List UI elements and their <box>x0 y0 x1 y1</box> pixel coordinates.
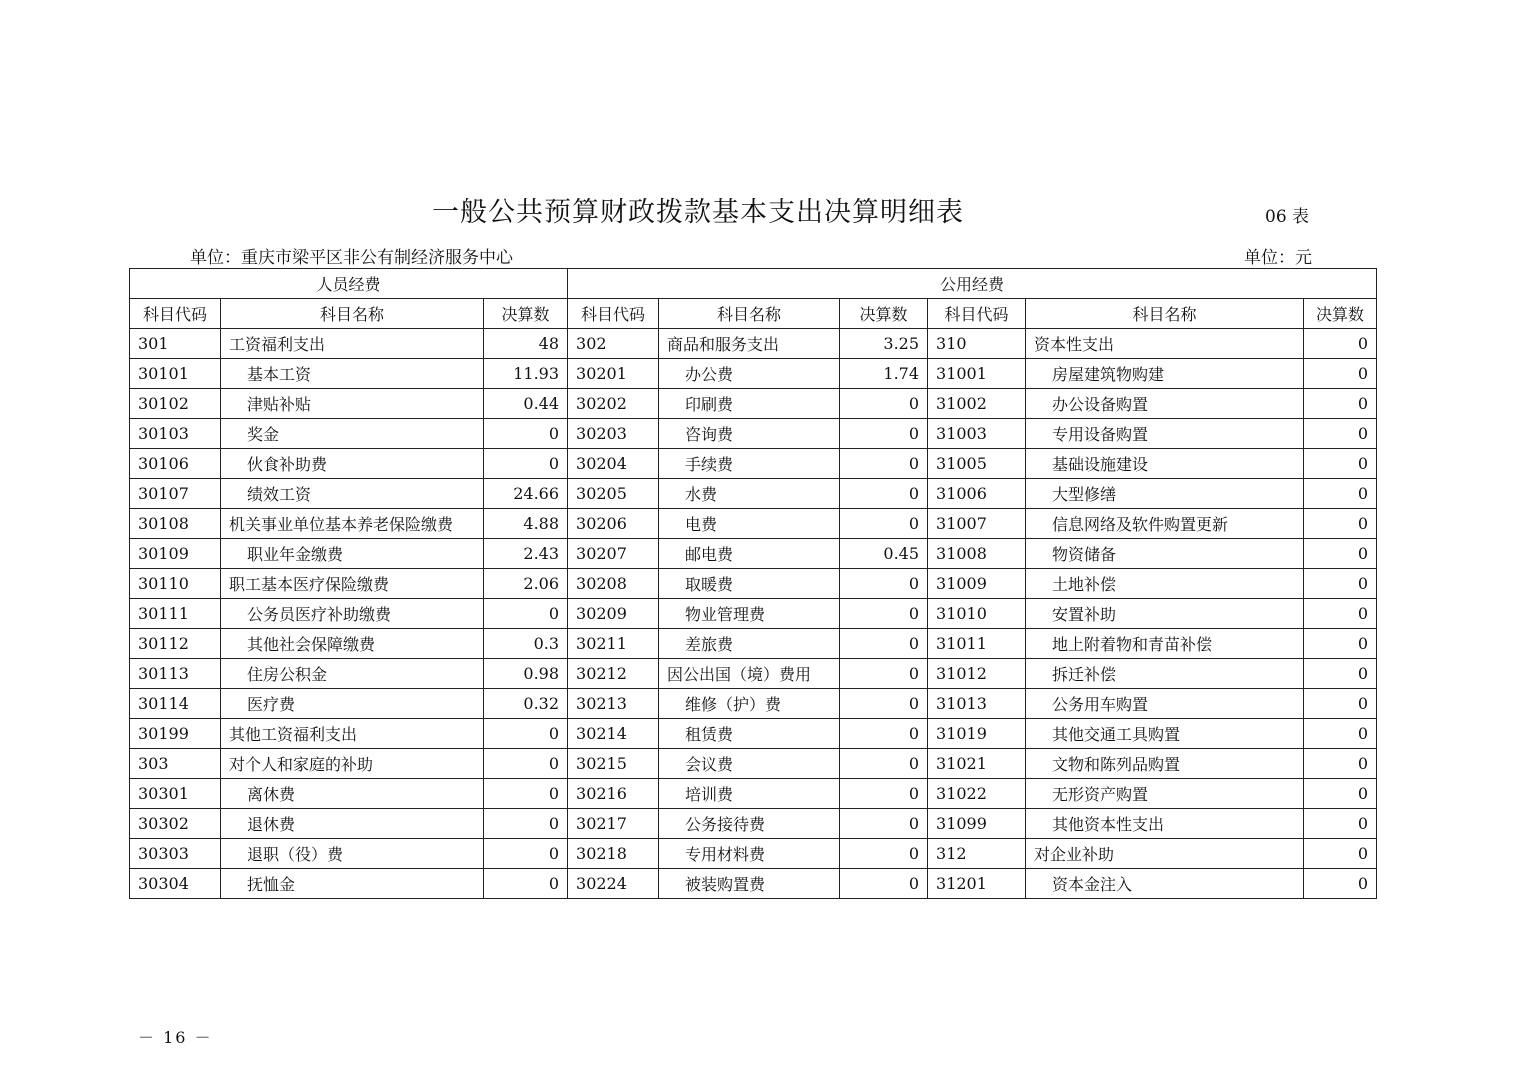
table-row <box>130 389 1377 419</box>
item-amount: 0 <box>484 839 568 869</box>
item-name: 培训费 <box>659 779 840 809</box>
item-name: 被装购置费 <box>659 869 840 899</box>
item-code: 31022 <box>928 779 1026 809</box>
item-code: 312 <box>928 839 1026 869</box>
item-amount: 0 <box>840 749 928 779</box>
item-amount: 11.93 <box>484 359 568 389</box>
item-name: 公务用车购置 <box>1026 689 1304 719</box>
item-code: 30202 <box>568 389 659 419</box>
item-code: 31008 <box>928 539 1026 569</box>
item-code: 31013 <box>928 689 1026 719</box>
item-name: 咨询费 <box>659 419 840 449</box>
item-name: 基础设施建设 <box>1026 449 1304 479</box>
item-amount: 0.45 <box>840 539 928 569</box>
item-code: 30111 <box>130 599 221 629</box>
item-code: 31001 <box>928 359 1026 389</box>
item-code: 30209 <box>568 599 659 629</box>
item-name: 绩效工资 <box>221 479 484 509</box>
item-name: 房屋建筑物购建 <box>1026 359 1304 389</box>
item-name: 专用材料费 <box>659 839 840 869</box>
item-amount: 1.74 <box>840 359 928 389</box>
item-amount: 0 <box>1304 419 1377 449</box>
item-amount: 0 <box>840 659 928 689</box>
item-amount: 0 <box>1304 749 1377 779</box>
item-name: 资本性支出 <box>1026 329 1304 359</box>
header-amount: 决算数 <box>484 299 568 329</box>
item-code: 30109 <box>130 539 221 569</box>
table-row <box>130 839 1377 869</box>
item-code: 30107 <box>130 479 221 509</box>
item-code: 31002 <box>928 389 1026 419</box>
item-name: 机关事业单位基本养老保险缴费 <box>221 509 484 539</box>
item-amount: 0 <box>484 779 568 809</box>
item-amount: 0 <box>484 419 568 449</box>
item-name: 对个人和家庭的补助 <box>221 749 484 779</box>
item-code: 30114 <box>130 689 221 719</box>
item-name: 无形资产购置 <box>1026 779 1304 809</box>
item-code: 30201 <box>568 359 659 389</box>
item-name: 会议费 <box>659 749 840 779</box>
item-amount: 0.32 <box>484 689 568 719</box>
header-name: 科目名称 <box>221 299 484 329</box>
item-code: 310 <box>928 329 1026 359</box>
table-row <box>130 419 1377 449</box>
item-amount: 4.88 <box>484 509 568 539</box>
item-name: 职业年金缴费 <box>221 539 484 569</box>
item-code: 30102 <box>130 389 221 419</box>
item-amount: 0 <box>1304 839 1377 869</box>
item-code: 30103 <box>130 419 221 449</box>
group-personnel: 人员经费 <box>130 269 568 299</box>
item-name: 其他工资福利支出 <box>221 719 484 749</box>
item-name: 办公费 <box>659 359 840 389</box>
page-number: － 16 － <box>138 1028 213 1047</box>
item-code: 303 <box>130 749 221 779</box>
item-code: 30213 <box>568 689 659 719</box>
item-code: 31006 <box>928 479 1026 509</box>
item-amount: 0 <box>840 599 928 629</box>
item-name: 退休费 <box>221 809 484 839</box>
item-code: 31019 <box>928 719 1026 749</box>
item-amount: 0.3 <box>484 629 568 659</box>
item-name: 资本金注入 <box>1026 869 1304 899</box>
item-name: 工资福利支出 <box>221 329 484 359</box>
item-code: 30301 <box>130 779 221 809</box>
item-name: 其他交通工具购置 <box>1026 719 1304 749</box>
item-amount: 0 <box>1304 629 1377 659</box>
item-name: 信息网络及软件购置更新 <box>1026 509 1304 539</box>
item-name: 其他资本性支出 <box>1026 809 1304 839</box>
header-name: 科目名称 <box>1026 299 1304 329</box>
item-code: 30304 <box>130 869 221 899</box>
item-name: 离休费 <box>221 779 484 809</box>
item-amount: 0 <box>840 689 928 719</box>
group-public: 公用经费 <box>568 269 1377 299</box>
item-code: 30218 <box>568 839 659 869</box>
item-code: 30110 <box>130 569 221 599</box>
item-code: 31005 <box>928 449 1026 479</box>
item-code: 30112 <box>130 629 221 659</box>
item-code: 30207 <box>568 539 659 569</box>
item-name: 住房公积金 <box>221 659 484 689</box>
item-name: 维修（护）费 <box>659 689 840 719</box>
item-amount: 0 <box>840 569 928 599</box>
table-row <box>130 869 1377 899</box>
item-code: 30101 <box>130 359 221 389</box>
header-code: 科目代码 <box>130 299 221 329</box>
item-name: 电费 <box>659 509 840 539</box>
item-code: 301 <box>130 329 221 359</box>
item-amount: 24.66 <box>484 479 568 509</box>
item-name: 公务接待费 <box>659 809 840 839</box>
item-amount: 0 <box>840 509 928 539</box>
item-name: 公务员医疗补助缴费 <box>221 599 484 629</box>
item-code: 30302 <box>130 809 221 839</box>
item-amount: 0 <box>840 449 928 479</box>
item-code: 30208 <box>568 569 659 599</box>
item-code: 31099 <box>928 809 1026 839</box>
item-code: 30204 <box>568 449 659 479</box>
item-name: 奖金 <box>221 419 484 449</box>
item-code: 30212 <box>568 659 659 689</box>
table-number: 06 表 <box>1265 207 1310 227</box>
header-code: 科目代码 <box>568 299 659 329</box>
item-name: 水费 <box>659 479 840 509</box>
item-name: 印刷费 <box>659 389 840 419</box>
item-code: 31003 <box>928 419 1026 449</box>
item-name: 退职（役）费 <box>221 839 484 869</box>
item-amount: 0 <box>840 719 928 749</box>
item-name: 津贴补贴 <box>221 389 484 419</box>
item-amount: 0 <box>1304 809 1377 839</box>
item-name: 手续费 <box>659 449 840 479</box>
table-row <box>130 749 1377 779</box>
budget-table <box>129 268 1377 899</box>
item-amount: 0 <box>1304 449 1377 479</box>
item-code: 30205 <box>568 479 659 509</box>
item-name: 伙食补助费 <box>221 449 484 479</box>
item-code: 30108 <box>130 509 221 539</box>
item-amount: 0 <box>1304 479 1377 509</box>
item-code: 31009 <box>928 569 1026 599</box>
unit-currency: 单位：元 <box>1244 248 1312 268</box>
table-row <box>130 719 1377 749</box>
item-amount: 0 <box>484 449 568 479</box>
header-amount: 决算数 <box>840 299 928 329</box>
item-name: 商品和服务支出 <box>659 329 840 359</box>
item-amount: 0 <box>1304 689 1377 719</box>
item-name: 办公设备购置 <box>1026 389 1304 419</box>
item-code: 31201 <box>928 869 1026 899</box>
table-row <box>130 629 1377 659</box>
item-code: 30199 <box>130 719 221 749</box>
item-amount: 0 <box>840 389 928 419</box>
item-code: 30211 <box>568 629 659 659</box>
item-amount: 0 <box>1304 869 1377 899</box>
item-code: 30113 <box>130 659 221 689</box>
item-amount: 0.44 <box>484 389 568 419</box>
table-row <box>130 479 1377 509</box>
item-amount: 0 <box>1304 659 1377 689</box>
item-amount: 0 <box>840 779 928 809</box>
item-name: 地上附着物和青苗补偿 <box>1026 629 1304 659</box>
item-code: 30203 <box>568 419 659 449</box>
item-name: 因公出国（境）费用 <box>659 659 840 689</box>
item-code: 30303 <box>130 839 221 869</box>
item-amount: 0 <box>840 869 928 899</box>
item-code: 30206 <box>568 509 659 539</box>
item-amount: 0 <box>840 419 928 449</box>
item-name: 租赁费 <box>659 719 840 749</box>
item-name: 取暖费 <box>659 569 840 599</box>
item-code: 302 <box>568 329 659 359</box>
item-name: 邮电费 <box>659 539 840 569</box>
item-code: 31021 <box>928 749 1026 779</box>
item-code: 30217 <box>568 809 659 839</box>
item-amount: 0 <box>1304 329 1377 359</box>
item-amount: 0 <box>1304 359 1377 389</box>
column-header-row <box>130 299 1377 329</box>
item-name: 大型修缮 <box>1026 479 1304 509</box>
item-name: 基本工资 <box>221 359 484 389</box>
item-name: 其他社会保障缴费 <box>221 629 484 659</box>
header-amount: 决算数 <box>1304 299 1377 329</box>
item-code: 30214 <box>568 719 659 749</box>
item-amount: 3.25 <box>840 329 928 359</box>
item-name: 拆迁补偿 <box>1026 659 1304 689</box>
item-amount: 0 <box>840 629 928 659</box>
item-name: 安置补助 <box>1026 599 1304 629</box>
table-row <box>130 359 1377 389</box>
table-row <box>130 689 1377 719</box>
item-amount: 0 <box>484 599 568 629</box>
item-amount: 0 <box>484 809 568 839</box>
item-name: 对企业补助 <box>1026 839 1304 869</box>
item-code: 31010 <box>928 599 1026 629</box>
item-amount: 0 <box>1304 569 1377 599</box>
item-amount: 0 <box>1304 389 1377 419</box>
table-row <box>130 809 1377 839</box>
item-amount: 0 <box>1304 779 1377 809</box>
item-amount: 0 <box>1304 599 1377 629</box>
item-name: 差旅费 <box>659 629 840 659</box>
item-amount: 0 <box>840 479 928 509</box>
item-name: 物业管理费 <box>659 599 840 629</box>
table-row <box>130 509 1377 539</box>
item-amount: 0 <box>1304 539 1377 569</box>
item-code: 30216 <box>568 779 659 809</box>
item-code: 30215 <box>568 749 659 779</box>
item-amount: 0 <box>1304 719 1377 749</box>
item-amount: 2.43 <box>484 539 568 569</box>
item-amount: 0 <box>484 719 568 749</box>
item-amount: 0.98 <box>484 659 568 689</box>
item-amount: 0 <box>1304 509 1377 539</box>
table-row <box>130 449 1377 479</box>
item-name: 职工基本医疗保险缴费 <box>221 569 484 599</box>
item-code: 31011 <box>928 629 1026 659</box>
item-name: 文物和陈列品购置 <box>1026 749 1304 779</box>
item-amount: 0 <box>484 749 568 779</box>
table-row <box>130 329 1377 359</box>
item-amount: 0 <box>840 809 928 839</box>
item-name: 物资储备 <box>1026 539 1304 569</box>
item-amount: 48 <box>484 329 568 359</box>
item-code: 31012 <box>928 659 1026 689</box>
item-code: 31007 <box>928 509 1026 539</box>
table-row <box>130 539 1377 569</box>
item-amount: 0 <box>840 839 928 869</box>
table-row <box>130 599 1377 629</box>
group-header-row <box>130 269 1377 299</box>
item-name: 土地补偿 <box>1026 569 1304 599</box>
page-title: 一般公共预算财政拨款基本支出决算明细表 <box>432 197 964 228</box>
header-name: 科目名称 <box>659 299 840 329</box>
header-code: 科目代码 <box>928 299 1026 329</box>
table-row <box>130 569 1377 599</box>
item-code: 30224 <box>568 869 659 899</box>
item-amount: 2.06 <box>484 569 568 599</box>
item-code: 30106 <box>130 449 221 479</box>
item-name: 抚恤金 <box>221 869 484 899</box>
unit-organization: 单位：重庆市梁平区非公有制经济服务中心 <box>190 248 513 268</box>
table-row <box>130 659 1377 689</box>
item-name: 医疗费 <box>221 689 484 719</box>
item-amount: 0 <box>484 869 568 899</box>
table-row <box>130 779 1377 809</box>
item-name: 专用设备购置 <box>1026 419 1304 449</box>
